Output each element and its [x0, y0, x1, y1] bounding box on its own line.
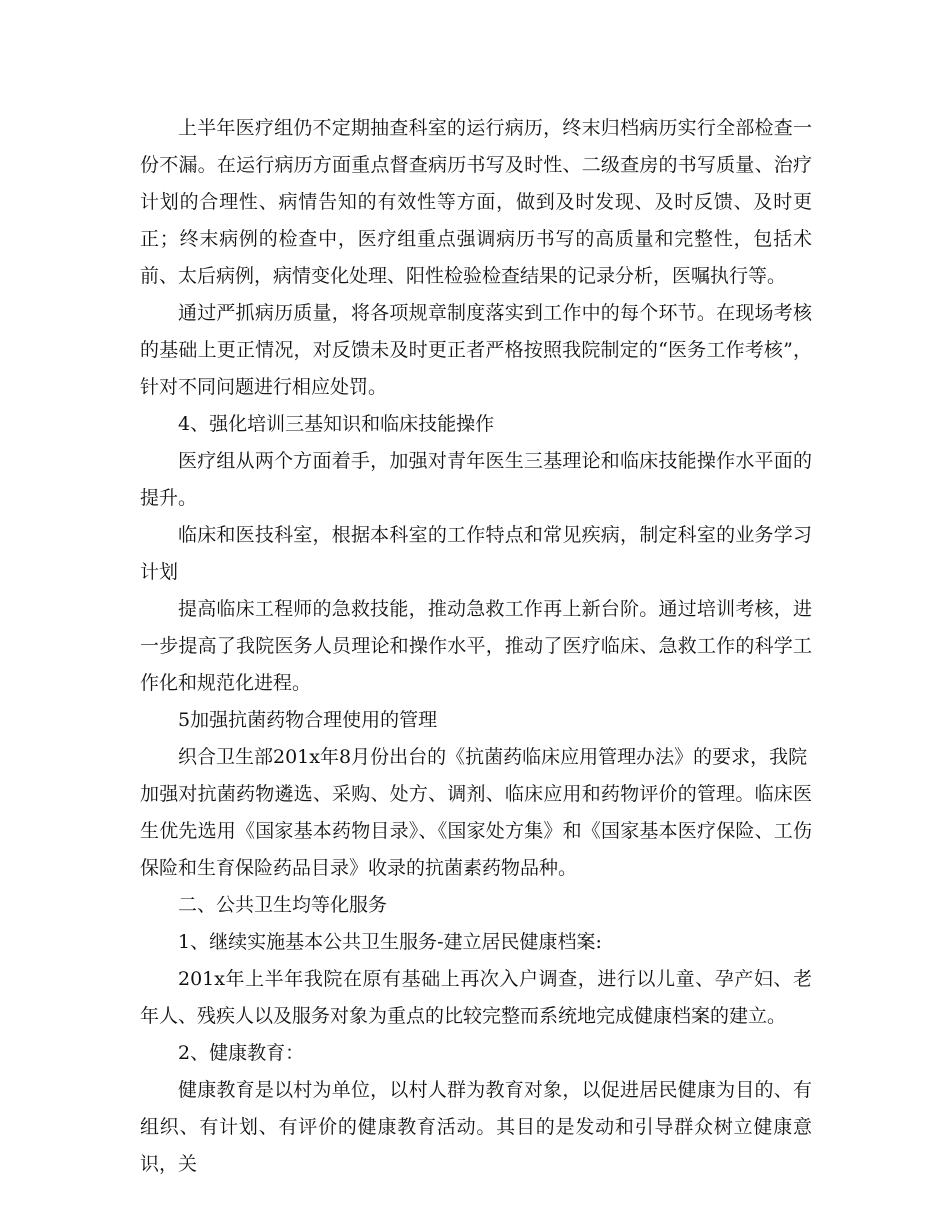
document-body: [140, 110, 812, 1183]
paragraph-health-records: 201x年上半年我院在原有基础上再次入户调查，进行以儿童、孕产妇、老年人、残疾人以及服务对象为重点的比较完整而系统地完成健康档案的建立。: [140, 968, 812, 1027]
paragraph-medical-team-training: 医疗组从两个方面着手，加强对青年医生三基理论和临床技能操作水平面的提升。: [140, 450, 812, 509]
section-heading-health-records: 1、继续实施基本公共卫生服务-建立居民健康档案:: [178, 931, 602, 953]
paragraph-antibiotics-management: 加强对抗菌药物遴选、采购、处方、调剂、临床应用和药物评价的管理。临床医生优先选用《国家基本药物目录》、《国家处方集》和《国家基本医疗保险、工伤保险和生育保险药品目录》收录的抗菌素药物品种。: [140, 783, 812, 879]
paragraph-medical-records-inspection: 上半年医疗组仍不定期抽查科室的运行病历，终末归档病历实行全部检查一份不漏。在运行病历方面重点督查病历书写及时性、二级查房的书写质量、治疗计划的合理性、病情告知的有效性等方面，做到及时发现、及时反馈、及时更正；终末病例的检查中，医疗组重点强调病历书写的高质量和完整性，包括术前、太后病例，病情变化处理、阳性检验检查结果的记录分析，医嘱执行等。: [140, 117, 812, 287]
paragraph-health-education: 健康教育是以村为单位，以村人群为教育对象，以促进居民健康为目的、有组织、有计划、有评价的健康教育活动。其目的是发动和引导群众树立健康意识，关: [140, 1079, 812, 1175]
paragraph-records-quality: 通过严抓病历质量，将各项规章制度落实到工作中的每个环节。在现场考核的基础上更正情况，对反馈未及时更正者严格按照我院制定的“医务工作考核”，针对不同问题进行相应处罚。: [140, 302, 812, 398]
section-heading-training: 4、强化培训三基知识和临床技能操作: [178, 413, 495, 435]
paragraph-emergency-skills: 提高临床工程师的急救技能，推动急救工作再上新台阶。通过培训考核，进一步提高了我院医务人员理论和操作水平，推动了医疗临床、急救工作的科学工作化和规范化进程。: [140, 598, 812, 694]
paragraph-department-study-plan: 临床和医技科室，根据本科室的工作特点和常见疾病，制定科室的业务学习计划: [140, 524, 812, 583]
section-heading-public-health: 二、公共卫生均等化服务: [178, 894, 388, 916]
paragraph-antibiotics-regulation: 织合卫生部201x年8月份出台的《抗菌药临床应用管理办法》的要求，我院: [178, 746, 808, 768]
section-heading-health-education: 2、健康教育：: [178, 1042, 305, 1064]
section-heading-antibiotics: 5加强抗菌药物合理使用的管理: [178, 709, 438, 731]
